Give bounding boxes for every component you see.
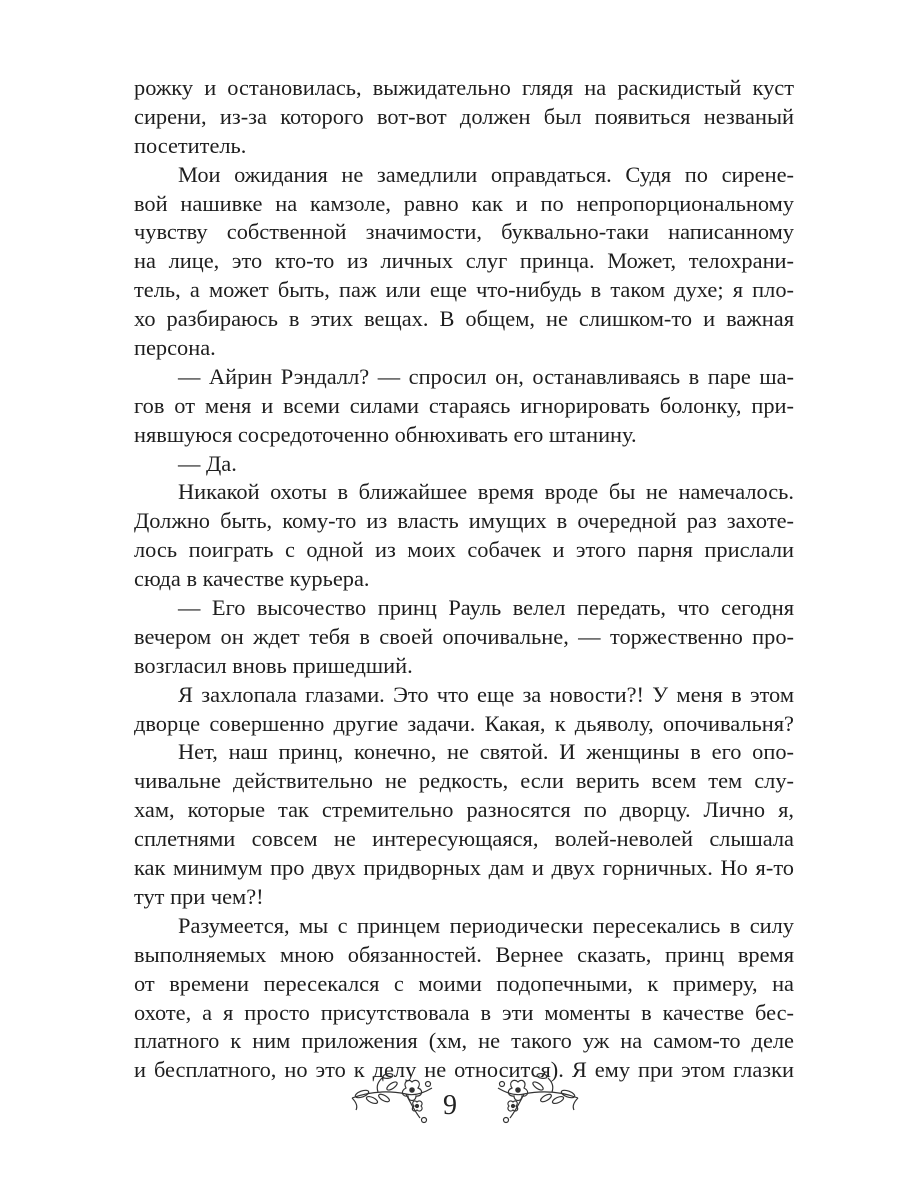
- text-line: Нет, наш принц, конечно, не святой. И женщины в его опо-: [178, 739, 794, 765]
- text-line: персона.: [134, 335, 216, 361]
- text-line: охоте, а я просто присутствовала в эти моменты в качестве бес-: [134, 999, 794, 1025]
- text-line: вечером он ждет тебя в своей опочивальне, — торжественно про-: [134, 623, 794, 649]
- page-number: 9: [443, 1090, 457, 1121]
- text-line: сплетнями совсем не интересующаяся, волей-неволей слышала: [134, 826, 794, 852]
- text-line: посетитель.: [134, 132, 247, 158]
- text-line: как минимум про двух придворных дам и двух горничных. Но я-то: [134, 855, 794, 881]
- text-line: нявшуюся сосредоточенно обнюхивать его штанину.: [134, 421, 637, 447]
- text-line: — Да.: [178, 450, 237, 476]
- text-line: Мои ожидания не замедлили оправдаться. Судя по сирене-: [178, 161, 794, 187]
- text-line: тель, а может быть, паж или еще что-нибудь в таком духе; я пло-: [134, 277, 794, 303]
- text-line: платного к ним приложения (хм, не такого уж на самом-то деле: [134, 1028, 794, 1054]
- text-line: вой нашивке на камзоле, равно как и по непропорциональному: [134, 190, 794, 216]
- text-line: сирени, из-за которого вот-вот должен был появиться незваный: [134, 103, 794, 129]
- text-line: тут при чем?!: [134, 883, 264, 909]
- text-line: возгласил вновь пришедший.: [134, 652, 413, 678]
- flower-branch-icon: [492, 1070, 582, 1130]
- page-footer: [0, 1070, 900, 1150]
- text-line: Должно быть, кому-то из власть имущих в очередной раз захоте-: [134, 508, 794, 534]
- text-line: хам, которые так стремительно разносятся по дворцу. Лично я,: [134, 797, 794, 823]
- flower-branch-icon: [348, 1070, 438, 1130]
- text-line: — Его высочество принц Рауль велел передать, что сегодня: [178, 595, 794, 621]
- text-line: и бесплатного, но это к делу не относится). Я ему при этом глазки: [134, 1057, 794, 1083]
- text-line: на лице, это кто-то из личных слуг принца. Может, телохрани-: [134, 248, 794, 274]
- text-line: лось поиграть с одной из моих собачек и этого парня прислали: [134, 537, 794, 563]
- text-line: Я захлопала глазами. Это что еще за новости?! У меня в этом: [178, 681, 794, 707]
- text-line: рожку и остановилась, выжидательно глядя на раскидистый куст: [134, 75, 794, 100]
- text-line: Никакой охоты в ближайшее время вроде бы не намечалось.: [178, 479, 794, 505]
- text-line: выполняемых мною обязанностей. Вернее сказать, принц время: [134, 941, 794, 967]
- text-line: дворце совершенно другие задачи. Какая, к дьяволу, опочивальня?: [134, 710, 794, 736]
- text-line: хо разбираюсь в этих вещах. В общем, не слишком-то и важная: [134, 306, 794, 332]
- text-line: Разумеется, мы с принцем периодически пересекались в силу: [178, 912, 794, 938]
- text-line: гов от меня и всеми силами стараясь игнорировать болонку, при-: [134, 392, 794, 418]
- text-line: от времени пересекался с моими подопечными, к примеру, на: [134, 970, 794, 996]
- text-line: чувству собственной значимости, буквально-таки написанному: [134, 219, 794, 245]
- text-line: — Айрин Рэндалл? — спросил он, останавливаясь в паре ша-: [178, 363, 794, 389]
- body-text: [134, 74, 794, 1085]
- text-line: чивальне действительно не редкость, если верить всем тем слу-: [134, 768, 794, 794]
- text-line: сюда в качестве курьера.: [134, 566, 370, 592]
